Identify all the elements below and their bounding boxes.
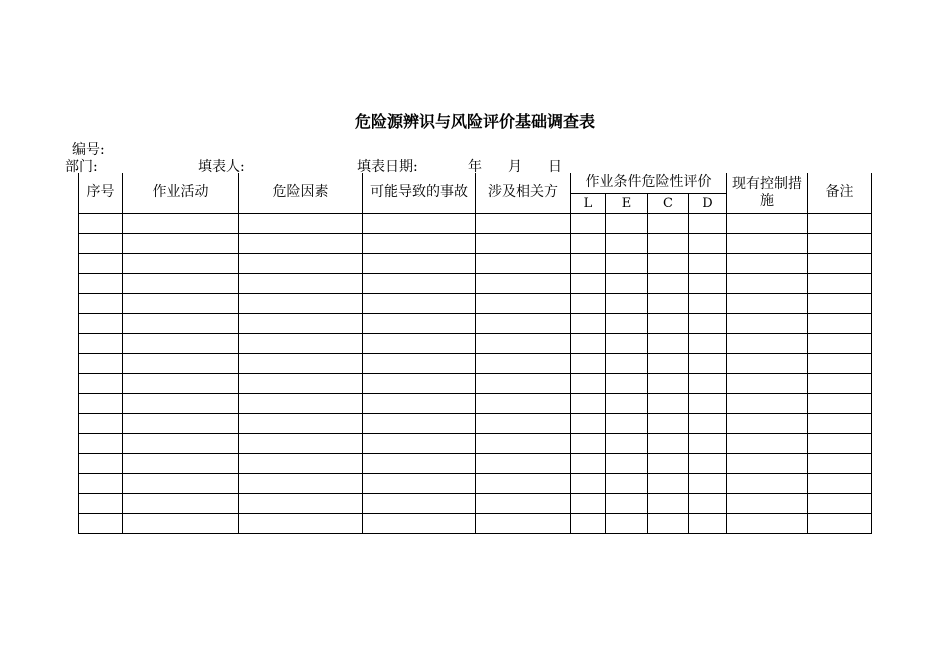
table-cell[interactable]	[727, 473, 808, 493]
table-cell[interactable]	[606, 373, 648, 393]
table-cell[interactable]	[648, 333, 689, 353]
table-cell[interactable]	[571, 513, 606, 533]
table-cell[interactable]	[79, 453, 123, 473]
table-cell[interactable]	[606, 233, 648, 253]
table-row	[79, 333, 872, 353]
table-cell[interactable]	[123, 453, 239, 473]
table-cell[interactable]	[648, 373, 689, 393]
table-cell[interactable]	[476, 213, 571, 233]
table-cell[interactable]	[571, 253, 606, 273]
table-cell[interactable]	[606, 333, 648, 353]
table-cell[interactable]	[79, 433, 123, 453]
header-border-gap	[872, 192, 882, 212]
table-cell[interactable]	[689, 333, 727, 353]
table-cell[interactable]	[808, 373, 872, 393]
table-cell[interactable]	[79, 293, 123, 313]
table-cell[interactable]	[689, 413, 727, 433]
table-row	[79, 353, 872, 373]
table-cell[interactable]	[808, 473, 872, 493]
table-cell[interactable]	[476, 353, 571, 373]
table-cell[interactable]	[689, 313, 727, 333]
table-cell[interactable]	[689, 513, 727, 533]
table-cell[interactable]	[239, 493, 363, 513]
header-stakeholders: 涉及相关方	[476, 173, 571, 213]
table-cell[interactable]	[123, 413, 239, 433]
table-cell[interactable]	[363, 493, 476, 513]
table-cell[interactable]	[476, 453, 571, 473]
table-cell[interactable]	[648, 513, 689, 533]
table-cell[interactable]	[808, 253, 872, 273]
header-controls: 现有控制措施	[727, 173, 808, 213]
table-cell[interactable]	[571, 213, 606, 233]
table-cell[interactable]	[648, 473, 689, 493]
table-cell[interactable]	[476, 313, 571, 333]
table-cell[interactable]	[363, 453, 476, 473]
table-cell[interactable]	[808, 493, 872, 513]
table-cell[interactable]	[727, 233, 808, 253]
table-cell[interactable]	[363, 513, 476, 533]
table-cell[interactable]	[363, 233, 476, 253]
table-cell[interactable]	[606, 473, 648, 493]
table-cell[interactable]	[727, 433, 808, 453]
table-cell[interactable]	[689, 393, 727, 413]
table-cell[interactable]	[606, 273, 648, 293]
table-cell[interactable]	[689, 353, 727, 373]
table-cell[interactable]	[79, 213, 123, 233]
table-cell[interactable]	[808, 353, 872, 373]
table-cell[interactable]	[606, 453, 648, 473]
table-cell[interactable]	[648, 213, 689, 233]
table-cell[interactable]	[606, 433, 648, 453]
header-eval-E: E	[606, 193, 648, 213]
table-cell[interactable]	[239, 473, 363, 493]
table-cell[interactable]	[239, 233, 363, 253]
document-title: 危险源辨识与风险评价基础调查表	[354, 112, 595, 131]
table-cell[interactable]	[727, 373, 808, 393]
header-evaluation-group: 作业条件危险性评价	[571, 173, 727, 193]
table-cell[interactable]	[79, 393, 123, 413]
table-cell[interactable]	[808, 413, 872, 433]
table-cell[interactable]	[476, 433, 571, 453]
table-cell[interactable]	[79, 353, 123, 373]
table-row	[79, 433, 872, 453]
table-cell[interactable]	[808, 513, 872, 533]
table-cell[interactable]	[239, 333, 363, 353]
table-cell[interactable]	[689, 253, 727, 273]
table-cell[interactable]	[648, 273, 689, 293]
table-row	[79, 513, 872, 533]
table-cell[interactable]	[727, 313, 808, 333]
table-cell[interactable]	[648, 453, 689, 473]
table-cell[interactable]	[808, 393, 872, 413]
table-cell[interactable]	[239, 513, 363, 533]
table-row	[79, 393, 872, 413]
table-cell[interactable]	[606, 213, 648, 233]
table-cell[interactable]	[79, 513, 123, 533]
table-cell[interactable]	[79, 233, 123, 253]
table-cell[interactable]	[648, 233, 689, 253]
table-cell[interactable]	[648, 413, 689, 433]
table-cell[interactable]	[648, 353, 689, 373]
table-cell[interactable]	[123, 313, 239, 333]
table-cell[interactable]	[476, 293, 571, 313]
table-cell[interactable]	[239, 453, 363, 473]
table-cell[interactable]	[571, 293, 606, 313]
table-cell[interactable]	[606, 513, 648, 533]
filler-label: 填表人:	[198, 159, 245, 175]
table-cell[interactable]	[571, 453, 606, 473]
table-cell[interactable]	[571, 433, 606, 453]
table-cell[interactable]	[239, 313, 363, 333]
table-cell[interactable]	[689, 493, 727, 513]
table-cell[interactable]	[239, 273, 363, 293]
table-cell[interactable]	[727, 273, 808, 293]
table-cell[interactable]	[239, 433, 363, 453]
table-cell[interactable]	[571, 353, 606, 373]
table-cell[interactable]	[606, 353, 648, 373]
table-cell[interactable]	[606, 413, 648, 433]
table-cell[interactable]	[123, 493, 239, 513]
table-cell[interactable]	[363, 273, 476, 293]
table-cell[interactable]	[727, 493, 808, 513]
table-cell[interactable]	[808, 433, 872, 453]
header-hazard: 危险因素	[239, 173, 363, 213]
table-cell[interactable]	[808, 333, 872, 353]
table-cell[interactable]	[808, 213, 872, 233]
table-cell[interactable]	[123, 353, 239, 373]
header-eval-C: C	[648, 193, 689, 213]
table-cell[interactable]	[123, 273, 239, 293]
number-label: 编号:	[72, 142, 105, 158]
table-body	[79, 213, 872, 533]
table-cell[interactable]	[363, 313, 476, 333]
table-row	[79, 413, 872, 433]
header-possible-accident: 可能导致的事故	[363, 173, 476, 213]
table-cell[interactable]	[79, 333, 123, 353]
date-month-label: 月	[508, 159, 522, 175]
table-cell[interactable]	[363, 433, 476, 453]
table-row	[79, 493, 872, 513]
table-cell[interactable]	[727, 253, 808, 273]
table-row	[79, 453, 872, 473]
table-row	[79, 253, 872, 273]
date-label: 填表日期:	[357, 159, 418, 175]
table-cell[interactable]	[123, 233, 239, 253]
table-cell[interactable]	[363, 213, 476, 233]
table-cell[interactable]	[79, 313, 123, 333]
table-row	[79, 373, 872, 393]
table-cell[interactable]	[476, 273, 571, 293]
table-cell[interactable]	[727, 293, 808, 313]
table-cell[interactable]	[79, 493, 123, 513]
header-eval-D: D	[689, 193, 727, 213]
table-cell[interactable]	[123, 373, 239, 393]
table-cell[interactable]	[648, 433, 689, 453]
table-cell[interactable]	[571, 373, 606, 393]
table-cell[interactable]	[239, 353, 363, 373]
table-cell[interactable]	[363, 293, 476, 313]
table-cell[interactable]	[808, 313, 872, 333]
table-cell[interactable]	[648, 313, 689, 333]
table-cell[interactable]	[689, 453, 727, 473]
table-cell[interactable]	[689, 293, 727, 313]
table-cell[interactable]	[648, 493, 689, 513]
table-cell[interactable]	[79, 253, 123, 273]
table-cell[interactable]	[571, 313, 606, 333]
table-cell[interactable]	[476, 253, 571, 273]
table-cell[interactable]	[808, 293, 872, 313]
table-cell[interactable]	[123, 333, 239, 353]
table-cell[interactable]	[808, 233, 872, 253]
table-cell[interactable]	[689, 273, 727, 293]
table-cell[interactable]	[239, 393, 363, 413]
table-cell[interactable]	[363, 373, 476, 393]
date-day-label: 日	[548, 159, 562, 175]
table-cell[interactable]	[476, 393, 571, 413]
table-cell[interactable]	[476, 333, 571, 353]
table-cell[interactable]	[571, 233, 606, 253]
table-cell[interactable]	[571, 393, 606, 413]
table-row	[79, 233, 872, 253]
date-year-label: 年	[468, 159, 482, 175]
table-cell[interactable]	[239, 293, 363, 313]
table-cell[interactable]	[476, 413, 571, 433]
table-cell[interactable]	[123, 513, 239, 533]
table-cell[interactable]	[689, 433, 727, 453]
table-row	[79, 273, 872, 293]
table-cell[interactable]	[727, 333, 808, 353]
table-cell[interactable]	[476, 233, 571, 253]
table-cell[interactable]	[363, 333, 476, 353]
table-cell[interactable]	[648, 393, 689, 413]
table-cell[interactable]	[239, 373, 363, 393]
table-cell[interactable]	[123, 473, 239, 493]
table-cell[interactable]	[689, 373, 727, 393]
table-cell[interactable]	[79, 473, 123, 493]
department-label: 部门:	[65, 159, 98, 175]
table-cell[interactable]	[606, 313, 648, 333]
table-cell[interactable]	[571, 473, 606, 493]
table-cell[interactable]	[727, 453, 808, 473]
table-cell[interactable]	[727, 393, 808, 413]
table-cell[interactable]	[239, 253, 363, 273]
table-cell[interactable]	[808, 273, 872, 293]
table-cell[interactable]	[476, 493, 571, 513]
table-row	[79, 213, 872, 233]
table-row	[79, 313, 872, 333]
header-remarks: 备注	[808, 173, 872, 213]
header-seq: 序号	[79, 173, 123, 213]
table-cell[interactable]	[363, 253, 476, 273]
header-activity: 作业活动	[123, 173, 239, 213]
table-cell[interactable]	[239, 213, 363, 233]
table-cell[interactable]	[476, 513, 571, 533]
table-cell[interactable]	[727, 213, 808, 233]
table-cell[interactable]	[727, 513, 808, 533]
table-cell[interactable]	[476, 473, 571, 493]
table-cell[interactable]	[476, 373, 571, 393]
table-row	[79, 473, 872, 493]
table-cell[interactable]	[808, 453, 872, 473]
table-cell[interactable]	[79, 273, 123, 293]
table-cell[interactable]	[571, 333, 606, 353]
table-cell[interactable]	[689, 213, 727, 233]
table-cell[interactable]	[363, 473, 476, 493]
table-cell[interactable]	[606, 293, 648, 313]
table-cell[interactable]	[727, 413, 808, 433]
header-eval-L: L	[571, 193, 606, 213]
table-cell[interactable]	[727, 353, 808, 373]
table-cell[interactable]	[123, 253, 239, 273]
table-cell[interactable]	[606, 253, 648, 273]
table-cell[interactable]	[123, 293, 239, 313]
table-cell[interactable]	[571, 493, 606, 513]
table-cell[interactable]	[79, 373, 123, 393]
table-cell[interactable]	[123, 213, 239, 233]
table-cell[interactable]	[239, 413, 363, 433]
table-cell[interactable]	[363, 353, 476, 373]
table-cell[interactable]	[79, 413, 123, 433]
table-cell[interactable]	[571, 273, 606, 293]
table-row	[79, 293, 872, 313]
table-cell[interactable]	[363, 413, 476, 433]
table-cell[interactable]	[689, 473, 727, 493]
table-cell[interactable]	[648, 253, 689, 273]
table-cell[interactable]	[123, 393, 239, 413]
table-cell[interactable]	[571, 413, 606, 433]
hazard-survey-table	[78, 173, 872, 534]
table-cell[interactable]	[689, 233, 727, 253]
table-cell[interactable]	[648, 293, 689, 313]
table-cell[interactable]	[363, 393, 476, 413]
table-cell[interactable]	[123, 433, 239, 453]
table-cell[interactable]	[606, 493, 648, 513]
table-cell[interactable]	[606, 393, 648, 413]
